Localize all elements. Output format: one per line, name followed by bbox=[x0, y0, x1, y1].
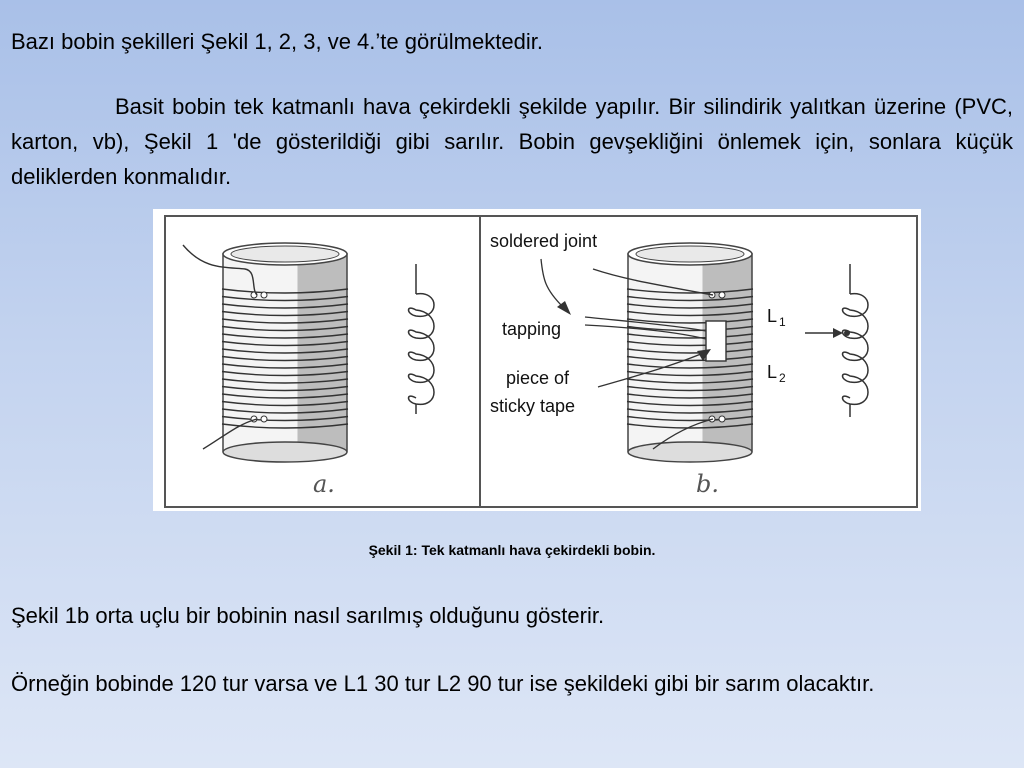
label-soldered-joint: soldered joint bbox=[490, 231, 598, 251]
coil-a bbox=[183, 243, 348, 462]
label-l2 bbox=[767, 362, 786, 385]
inductor-symbol-a bbox=[409, 264, 435, 414]
intro-text: Bazı bobin şekilleri Şekil 1, 2, 3, ve 4.’te görülmektedir. bbox=[11, 29, 543, 54]
note-text: Şekil 1b orta uçlu bir bobinin nasıl sarılmış olduğunu gösterir. bbox=[11, 603, 605, 628]
label-tapping: tapping bbox=[502, 319, 562, 339]
panel-label-b: b. bbox=[696, 470, 719, 498]
description-text: Basit bobin tek katmanlı hava çekirdekli şekilde yapılır. Bir silindirik yalıtkan üzerine (PVC, karton, vb), Şekil 1 'de gösterildiği gibi sarılır. Bobin gevşekliğini önlemek için, sonlara küçük deliklerden konmalıdır. bbox=[11, 94, 1013, 189]
inductor-symbol-b bbox=[805, 264, 868, 417]
coil-b bbox=[593, 243, 753, 462]
label-l1 bbox=[767, 306, 786, 329]
coil-figure bbox=[153, 209, 921, 511]
label-l1-letter: L bbox=[767, 306, 778, 326]
label-sticky-tape: sticky tape bbox=[490, 396, 576, 416]
coil-diagram bbox=[153, 209, 921, 511]
label-l1-subscript: 1 bbox=[779, 315, 786, 329]
example-text: Örneğin bobinde 120 tur varsa ve L1 30 tur L2 90 tur ise şekildeki gibi bir sarım olacaktır. bbox=[11, 671, 875, 696]
figure-caption: Şekil 1: Tek katmanlı hava çekirdekli bobin. bbox=[368, 542, 656, 558]
label-piece-of: piece of bbox=[506, 368, 570, 388]
sticky-tape bbox=[706, 321, 726, 361]
label-l2-subscript: 2 bbox=[779, 371, 786, 385]
panel-label-a: a. bbox=[313, 470, 335, 498]
label-l2-letter: L bbox=[767, 362, 778, 382]
description-paragraph bbox=[11, 89, 1013, 194]
